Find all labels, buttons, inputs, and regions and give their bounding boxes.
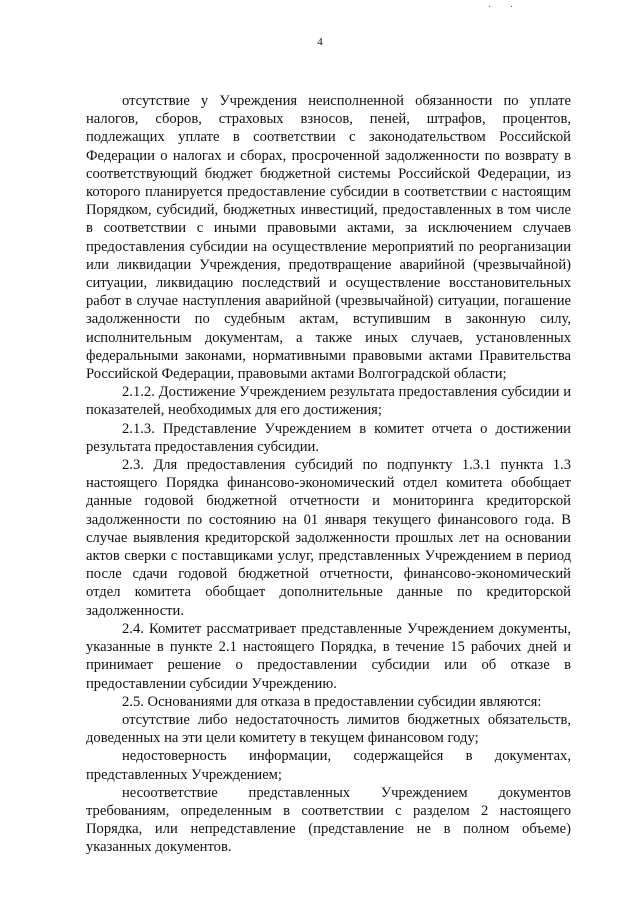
paragraph-2-5: 2.5. Основаниями для отказа в предоставлении субсидии являются: (122, 693, 542, 710)
refusal-ground-limits: отсутствие либо недостаточность лимитов бюджетных обязательств, доведенных на эти цели комитету в текущем финансовом году; (86, 711, 571, 747)
scan-marks: · · (488, 2, 522, 13)
document-body (86, 92, 571, 857)
paragraph-2-3: 2.3. Для предоставления субсидий по подпункту 1.3.1 пункта 1.3 настоящего Порядка финансово-экономический отдел комитета обобщает данные годовой бюджетной отчетности и мониторинга кредиторской задолженности по состоянию на 01 января текущего финансового года. В случае выявления кредиторской задолженности прошлых лет на основании актов сверки с поставщиками услуг, представленных Учреждением в период после сдачи годовой бюджетной отчетности, финансово-экономический отдел комитета обобщает дополнительные данные по кредиторской задолженности. (86, 457, 571, 619)
page-number: 4 (317, 36, 323, 48)
paragraph-requirement-no-debts: отсутствие у Учреждения неисполненной обязанности по уплате налогов, сборов, страховых взносов, пеней, штрафов, процентов, подлежащих уплате в соответствии с законодательством Российской Федерации о налогах и сборах, просроченной задолженности по возврату в соответствующий бюджет бюджетной системы Российской Федерации, из которого планируется предоставление субсидии в соответствии с настоящим Порядком, субсидий, бюджетных инвестиций, предоставленных в том числе в соответствии с иными правовыми актами, за исключением случаев предоставления субсидии на осуществление мероприятий по реорганизации или ликвидации Учреждения, предотвращение аварийной (чрезвычайной) ситуации, ликвидацию последствий и осуществление восстановительных работ в случае наступления аварийной (чрезвычайной) ситуации, погашение задолженности по судебным актам, вступившим в законную силу, исполнительным документам, а также иных случаев, установленных федеральными законами, нормативными правовыми актами Правительства Российской Федерации, правовыми актами Волгоградской области; (86, 93, 571, 383)
paragraph-2-1-2: 2.1.2. Достижение Учреждением результата предоставления субсидии и показателей, необходимых для его достижения; (86, 384, 571, 419)
paragraph-2-1-3: 2.1.3. Представление Учреждением в комитет отчета о достижении результата предоставления субсидии. (86, 420, 571, 455)
refusal-ground-noncompliance: несоответствие представленных Учреждением документов требованиям, определенным в соответствии с разделом 2 настоящего Порядка, или непредставление (представление не в полном объеме) указанных документов. (86, 784, 571, 856)
paragraph-2-4: 2.4. Комитет рассматривает представленные Учреждением документы, указанные в пункте 2.1 настоящего Порядка, в течение 15 рабочих дней и принимает решение о предоставлении субсидии или об отказе в предоставлении субсидии Учреждению. (86, 620, 571, 692)
refusal-ground-unreliable-info: недостоверность информации, содержащейся в документах, представленных Учреждением; (86, 748, 571, 783)
